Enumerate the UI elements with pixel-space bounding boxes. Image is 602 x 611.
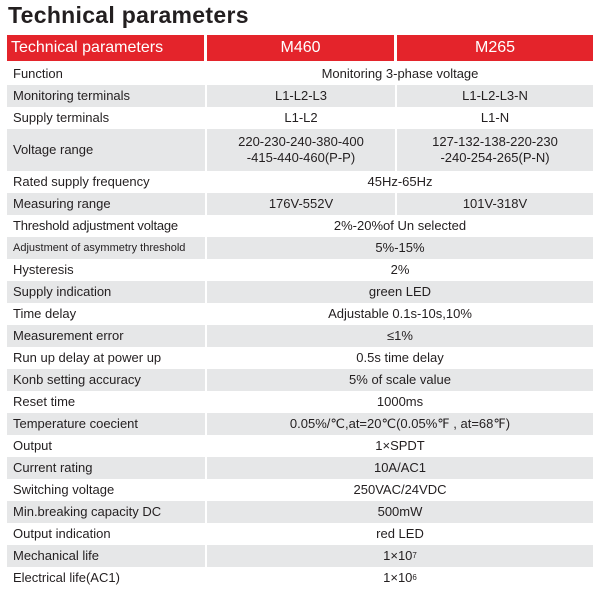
row-label: Hysteresis xyxy=(13,262,74,277)
row-label: Min.breaking capacity DC xyxy=(7,501,205,523)
row-label: Output xyxy=(13,438,53,453)
row-value-m460: 176V-552V xyxy=(207,193,395,215)
row-value-m265: 101V-318V xyxy=(397,193,593,215)
table-row xyxy=(7,63,593,85)
row-value: ≤1% xyxy=(207,325,593,347)
table-row xyxy=(7,129,593,171)
header-model-m265: M265 xyxy=(397,35,593,61)
row-label: Time delay xyxy=(13,306,77,321)
page-title: Technical parameters xyxy=(8,2,249,28)
table-row xyxy=(7,369,593,391)
row-value: red LED xyxy=(376,526,424,541)
value-base: 1×10 xyxy=(383,548,413,563)
row-label: Output indication xyxy=(13,526,111,541)
table-row xyxy=(7,171,593,193)
table-row xyxy=(7,435,593,457)
row-value: 1×10 6 xyxy=(383,570,417,585)
table-row xyxy=(7,567,593,589)
row-label: Supply terminals xyxy=(13,110,110,125)
value-base: 1×10 xyxy=(383,570,413,585)
row-value: 1×SPDT xyxy=(375,438,425,453)
row-value: 10A/AC1 xyxy=(207,457,593,479)
row-label: Function xyxy=(13,66,63,81)
row-value: 250VAC/24VDC xyxy=(353,482,447,497)
row-label: Switching voltage xyxy=(13,482,115,497)
table-header xyxy=(7,35,593,61)
parameters-table xyxy=(7,63,593,589)
table-row xyxy=(7,523,593,545)
row-label: Current rating xyxy=(7,457,205,479)
table-row xyxy=(7,413,593,435)
row-value-m460: L1-L2-L3 xyxy=(207,85,395,107)
value-line: -415-440-460(P-P) xyxy=(246,150,356,165)
row-label: Monitoring terminals xyxy=(7,85,205,107)
row-value: 45Hz-65Hz xyxy=(367,174,433,189)
value-line: 127-132-138-220-230 xyxy=(432,134,558,149)
row-value: 5%-15% xyxy=(207,237,593,259)
row-label: Supply indication xyxy=(7,281,205,303)
row-value: 5% of scale value xyxy=(207,369,593,391)
row-value-m265 xyxy=(397,129,593,171)
row-value-m265: L1-N xyxy=(480,110,510,125)
row-label: Mechanical life xyxy=(7,545,205,567)
row-value: Monitoring 3-phase voltage xyxy=(321,66,479,81)
row-value: 2% xyxy=(390,262,410,277)
row-label: Threshold adjustment voltage xyxy=(13,218,178,233)
row-label: Reset time xyxy=(13,394,76,409)
row-label: Temperature coecient xyxy=(7,413,205,435)
header-model-m460: M460 xyxy=(207,35,394,61)
row-label: Konb setting accuracy xyxy=(7,369,205,391)
row-value: 0.05%/℃,at=20℃(0.05%℉ , at=68℉) xyxy=(207,413,593,435)
row-value-m460 xyxy=(207,129,395,171)
table-row xyxy=(7,85,593,107)
row-value: 1000ms xyxy=(376,394,424,409)
row-value: 2%-20%of Un selected xyxy=(333,218,467,233)
table-row xyxy=(7,545,593,567)
value-line: 220-230-240-380-400 xyxy=(238,134,364,149)
table-row xyxy=(7,347,593,369)
row-label: Electrical life(AC1) xyxy=(13,570,120,585)
row-value: 0.5s time delay xyxy=(356,350,444,365)
table-row xyxy=(7,281,593,303)
table-row xyxy=(7,107,593,129)
row-value: 1×10 7 xyxy=(207,545,593,567)
table-row xyxy=(7,215,593,237)
table-row xyxy=(7,193,593,215)
header-parameter: Technical parameters xyxy=(7,35,204,61)
row-value: 500mW xyxy=(207,501,593,523)
row-value: Adjustable 0.1s-10s,10% xyxy=(328,306,472,321)
table-row xyxy=(7,325,593,347)
row-value-m460: L1-L2 xyxy=(284,110,318,125)
row-value: green LED xyxy=(207,281,593,303)
table-row xyxy=(7,479,593,501)
table-row xyxy=(7,501,593,523)
row-value-m265: L1-L2-L3-N xyxy=(397,85,593,107)
row-label: Adjustment of asymmetry threshold xyxy=(7,237,205,259)
row-label: Voltage range xyxy=(7,129,205,171)
row-label: Measuring range xyxy=(7,193,205,215)
table-row xyxy=(7,303,593,325)
row-label: Run up delay at power up xyxy=(13,350,162,365)
table-row xyxy=(7,237,593,259)
table-row xyxy=(7,391,593,413)
table-row xyxy=(7,259,593,281)
row-label: Rated supply frequency xyxy=(13,174,150,189)
value-line: -240-254-265(P-N) xyxy=(440,150,550,165)
row-label: Measurement error xyxy=(7,325,205,347)
table-row xyxy=(7,457,593,479)
